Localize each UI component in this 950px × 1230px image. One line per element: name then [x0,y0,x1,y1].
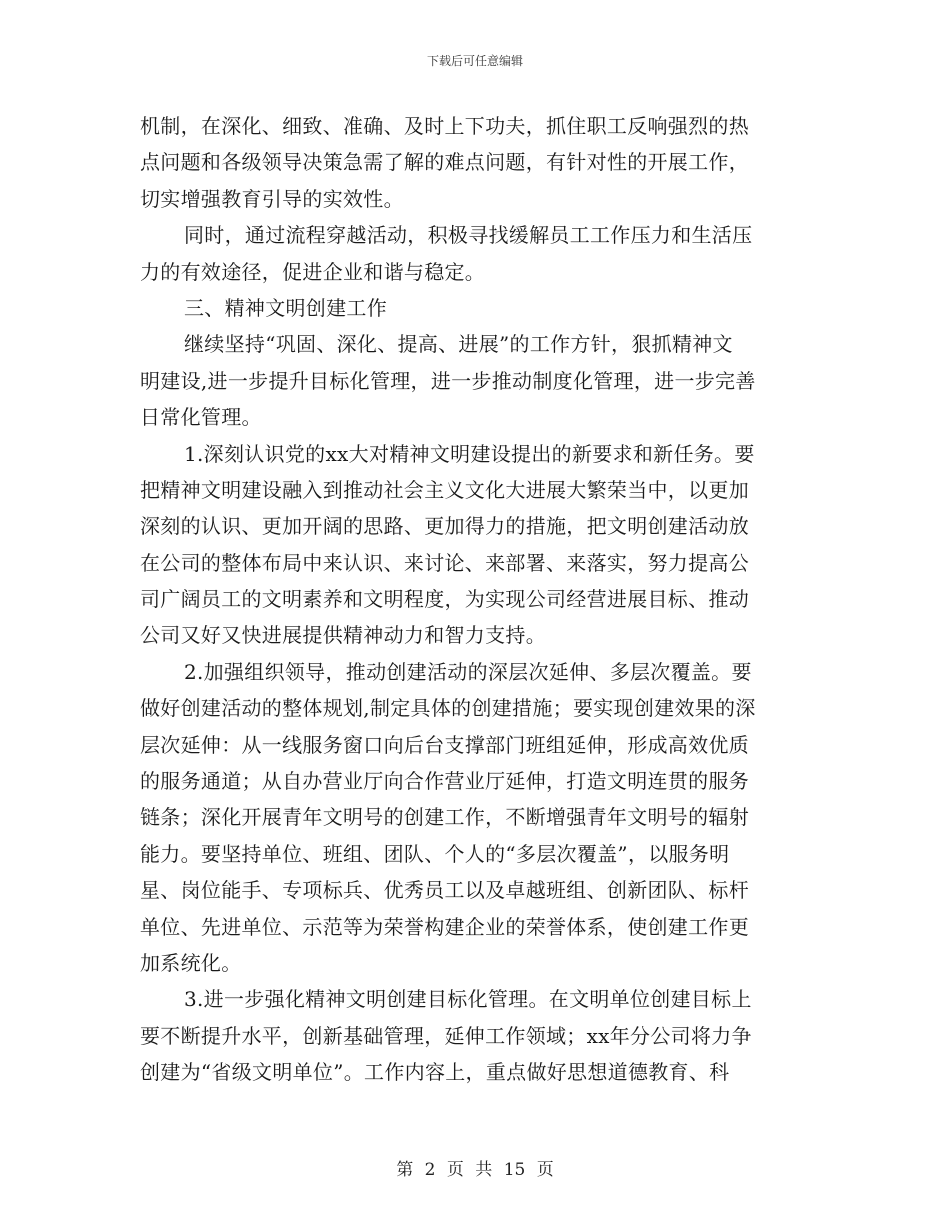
paragraph-line: 层次延伸：从一线服务窗口向后台支撑部门班组延伸，形成高效优质 [140,732,749,757]
paragraph-line: 在公司的整体布局中来认识、来讨论、来部署、来落实，努力提高公 [140,550,749,575]
paragraph-line: 要不断提升水平，创新基础管理，延伸工作领域；xx年分公司将力争 [140,1023,752,1048]
document-body [140,108,810,1091]
paragraph-first-line: 1.深刻认识党的xx大对精神文明建设提出的新要求和新任务。要 [184,441,755,466]
paragraph-line: 星、岗位能手、专项标兵、优秀员工以及卓越班组、创新团队、标杆 [140,878,749,903]
paragraph-line: 的服务通道；从自办营业厅向合作营业厅延伸，打造文明连贯的服务 [140,769,749,794]
footer-middle: 页 共 [446,1160,493,1180]
paragraph-line: 做好创建活动的整体规划,制定具体的创建措施；要实现创建效果的深 [140,696,756,721]
paragraph-first-line: 2.加强组织领导，推动创建活动的深层次延伸、多层次覆盖。要 [184,659,752,684]
paragraph-line: 创建为“省级文明单位”。工作内容上，重点做好思想道德教育、科 [140,1060,730,1085]
paragraph-first-line: 继续坚持“巩固、深化、提高、进展”的工作方针，狠抓精神文 [184,332,733,357]
paragraph-line: 明建设,进一步提升目标化管理，进一步推动制度化管理，进一步完善 [140,368,756,393]
paragraph-line: 把精神文明建设融入到推动社会主义文化大进展大繁荣当中，以更加 [140,477,749,502]
footer-current-page: 2 [424,1160,436,1180]
paragraph-line: 机制，在深化、细致、准确、及时上下功夫，抓住职工反响强烈的热 [140,114,749,138]
footer-prefix: 第 [396,1160,414,1180]
paragraph-first-line: 3.进一步强化精神文明创建目标化管理。在文明单位创建目标上 [184,987,752,1012]
paragraph-line: 日常化管理。 [140,405,262,430]
paragraph-line: 力的有效途径，促进企业和谐与稳定。 [140,259,486,284]
paragraph-first-line: 同时，通过流程穿越活动，积极寻找缓解员工工作压力和生活压 [184,223,753,248]
paragraph-line: 司广阔员工的文明素养和文明程度，为实现公司经营进展目标、推动 [140,587,749,612]
footer-total-pages: 15 [503,1160,526,1180]
header-note: 下载后可任意编辑 [426,54,523,68]
paragraph-line: 切实增强教育引导的实效性。 [140,186,404,211]
paragraph-line: 单位、先进单位、示范等为荣誉构建企业的荣誉体系，使创建工作更 [140,914,749,939]
footer-suffix: 页 [536,1160,554,1180]
paragraph-first-line: 三、精神文明创建工作 [184,295,387,320]
paragraph-line: 公司又好又快进展提供精神动力和智力支持。 [140,623,546,648]
page-footer [0,1155,950,1180]
paragraph-line: 点问题和各级领导决策急需了解的难点问题，有针对性的开展工作， [140,150,749,175]
paragraph-line: 能力。要坚持单位、班组、团队、个人的“多层次覆盖”，以服务明 [140,841,730,866]
paragraph-line: 链条；深化开展青年文明号的创建工作，不断增强青年文明号的辐射 [140,805,749,830]
paragraph-line: 加系统化。 [140,950,242,975]
paragraph-line: 深刻的认识、更加开阔的思路、更加得力的措施，把文明创建活动放 [140,514,749,539]
